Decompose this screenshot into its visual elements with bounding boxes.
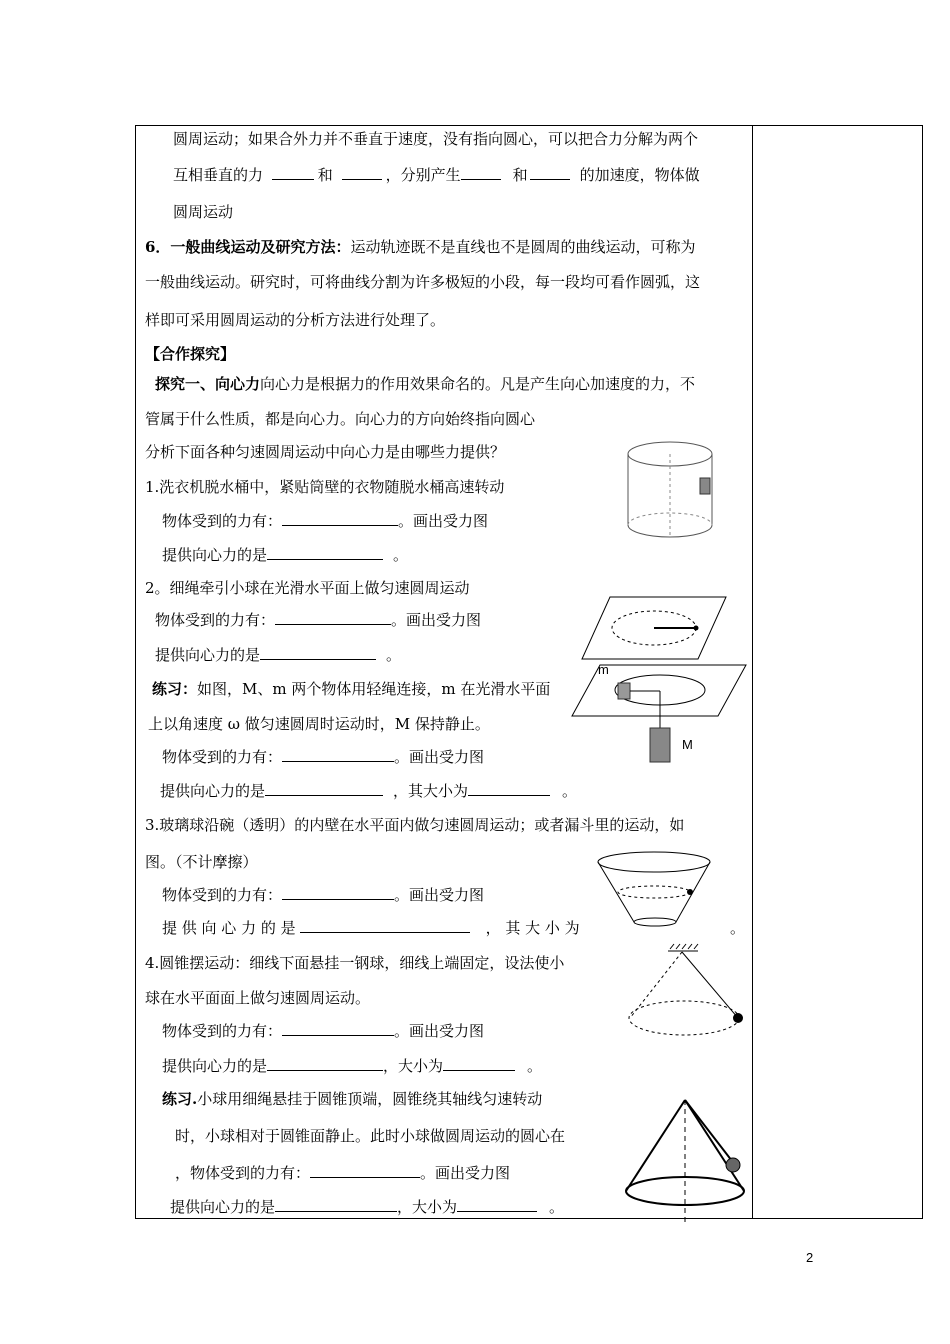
label: 物体受到的力有： xyxy=(162,512,283,530)
q1-provide xyxy=(162,545,408,565)
label: 。画出受力图 xyxy=(394,1022,485,1040)
figure-cone-ball xyxy=(622,1095,752,1225)
page-number: 2 xyxy=(806,1250,814,1265)
intro-text: 的加速度，物体做 xyxy=(579,166,700,184)
intro-text: 互相垂直的力 xyxy=(173,166,264,184)
blank[interactable] xyxy=(260,645,376,660)
label: 。画出受力图 xyxy=(398,512,489,530)
label: 提供向心力的是 xyxy=(162,1057,268,1075)
label: 提供向心力的是 xyxy=(162,546,268,564)
label: ，物体受到的力有： xyxy=(175,1164,311,1182)
practice-text: 如图，M、m 两个物体用轻绳连接，m 在光滑水平面 xyxy=(197,680,551,698)
label-m: m xyxy=(598,662,609,677)
blank[interactable] xyxy=(457,1197,537,1212)
q1-forces xyxy=(162,511,488,531)
q3-end: 。 xyxy=(730,919,746,937)
practice2-provide xyxy=(170,1197,564,1217)
q1-text: 1.洗衣机脱水桶中，紧贴筒壁的衣物随脱水桶高速转动 xyxy=(145,478,505,496)
section-6-line-1 xyxy=(145,237,695,257)
label: 物体受到的力有： xyxy=(162,886,283,904)
q2-provide xyxy=(155,645,401,665)
blank[interactable] xyxy=(267,1056,383,1071)
explore-line-1 xyxy=(155,374,695,394)
coop-header: 【合作探究】 xyxy=(145,345,236,363)
q4-forces xyxy=(162,1021,484,1041)
blank[interactable] xyxy=(265,781,383,796)
practice2-line-1 xyxy=(162,1089,542,1109)
label: 。 xyxy=(527,1057,543,1075)
label: ，大小为 xyxy=(383,1057,444,1075)
label: ，大小为 xyxy=(397,1198,458,1216)
blank[interactable] xyxy=(310,1163,420,1178)
blank[interactable] xyxy=(275,1197,397,1212)
blank[interactable] xyxy=(468,781,550,796)
label: 。 xyxy=(386,646,402,664)
practice-title: 练习. xyxy=(162,1090,198,1108)
blank[interactable] xyxy=(275,610,391,625)
label: 提供向心力的是 xyxy=(170,1198,276,1216)
label: 物体受到的力有： xyxy=(155,611,276,629)
practice-title: 练习： xyxy=(152,680,198,698)
q3-line-1: 3.玻璃球沿碗（透明）的内壁在水平面内做匀速圆周运动；或者漏斗里的运动，如 xyxy=(145,816,685,834)
label: ， 其 大 小 为 xyxy=(485,919,580,937)
label: 。 xyxy=(393,546,409,564)
table-column-divider xyxy=(752,125,753,1219)
label: 物体受到的力有： xyxy=(162,1022,283,1040)
section-6-line-3: 样即可采用圆周运动的分析方法进行处理了。 xyxy=(145,311,446,329)
practice1-line-1 xyxy=(152,679,550,699)
blank[interactable] xyxy=(272,165,314,180)
q3-line-2: 图。（不计摩擦） xyxy=(145,853,258,871)
blank[interactable] xyxy=(300,918,470,933)
figure-string-plane xyxy=(580,595,730,665)
figure-funnel xyxy=(596,850,716,930)
practice-text: 小球用细绳悬挂于圆锥顶端，圆锥绕其轴线匀速转动 xyxy=(197,1090,543,1108)
figure-mass-pulley xyxy=(570,660,750,770)
section-6-title: 6．一般曲线运动及研究方法： xyxy=(145,238,351,256)
blank[interactable] xyxy=(342,165,382,180)
q4-line-2: 球在水平面面上做匀速圆周运动。 xyxy=(145,989,371,1007)
intro-line-2 xyxy=(173,165,700,185)
explore-text: 向心力是根据力的作用效果命名的。凡是产生向心加速度的力，不 xyxy=(260,375,696,393)
blank[interactable] xyxy=(282,747,394,762)
label: 提供向心力的是 xyxy=(160,782,266,800)
q4-provide xyxy=(162,1056,542,1076)
blank[interactable] xyxy=(267,545,383,560)
section-6-line-2: 一般曲线运动。研究时，可将曲线分割为许多极短的小段，每一段均可看作圆弧，这 xyxy=(145,273,701,291)
label-M: M xyxy=(682,737,693,752)
label: 提 供 向 心 力 的 是 xyxy=(162,919,296,937)
q2-forces xyxy=(155,610,481,630)
intro-text: 和 xyxy=(512,166,528,184)
practice1-provide xyxy=(160,781,577,801)
practice2-line-3 xyxy=(175,1163,510,1183)
label: 。画出受力图 xyxy=(394,748,485,766)
blank[interactable] xyxy=(530,165,570,180)
section-6-text: 运动轨迹既不是直线也不是圆周的曲线运动，可称为 xyxy=(350,238,696,256)
figure-conical-pendulum xyxy=(622,948,752,1048)
intro-line-3: 圆周运动 xyxy=(173,203,234,221)
figure-spin-drum xyxy=(620,440,720,540)
label: 提供向心力的是 xyxy=(155,646,261,664)
explore-line-3: 分析下面各种匀速圆周运动中向心力是由哪些力提供？ xyxy=(145,443,506,461)
blank[interactable] xyxy=(282,1021,394,1036)
intro-text: ，分别产生 xyxy=(385,166,461,184)
q2-text: 2。细绳牵引小球在光滑水平面上做匀速圆周运动 xyxy=(145,579,470,597)
q4-line-1: 4.圆锥摆运动：细线下面悬挂一钢球，细线上端固定，设法使小 xyxy=(145,954,565,972)
label: ，其大小为 xyxy=(393,782,469,800)
label: 物体受到的力有： xyxy=(162,748,283,766)
practice1-forces xyxy=(162,747,484,767)
label: 。画出受力图 xyxy=(394,886,485,904)
intro-text: 和 xyxy=(317,166,333,184)
label: 。画出受力图 xyxy=(420,1164,511,1182)
blank[interactable] xyxy=(443,1056,515,1071)
explore-line-2: 管属于什么性质，都是向心力。向心力的方向始终指向圆心 xyxy=(145,410,536,428)
practice1-line-2: 上以角速度 ω 做匀速圆周时运动时，M 保持静止。 xyxy=(148,715,490,733)
label: 。 xyxy=(562,782,578,800)
q3-provide xyxy=(162,918,580,938)
blank[interactable] xyxy=(282,885,394,900)
q3-forces xyxy=(162,885,484,905)
practice2-line-2: 时，小球相对于圆锥面静止。此时小球做圆周运动的圆心在 xyxy=(175,1127,566,1145)
blank[interactable] xyxy=(282,511,398,526)
label: 。画出受力图 xyxy=(391,611,482,629)
label: 。 xyxy=(549,1198,565,1216)
intro-line-1: 圆周运动；如果合外力并不垂直于速度，没有指向圆心，可以把合力分解为两个 xyxy=(173,130,699,148)
blank[interactable] xyxy=(461,165,501,180)
explore-title: 探究一、向心力 xyxy=(155,375,261,393)
